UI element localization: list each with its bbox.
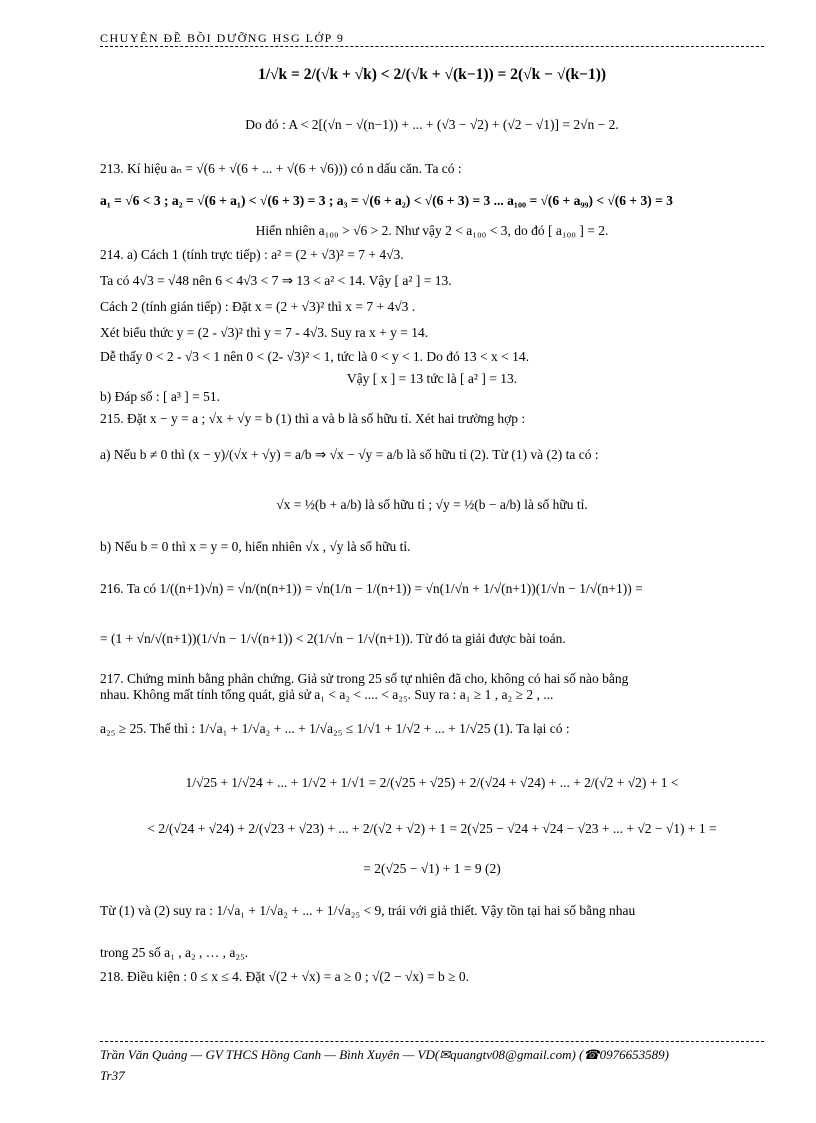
problem-217-line-1: 217. Chứng minh bằng phản chứng. Giả sử trong 25 số tự nhiên đã cho, không có hai số nào bằng xyxy=(100,671,629,686)
problem-213-line: 213. Kí hiệu aₙ = √(6 + √(6 + ... + √(6 + √6))) có n dấu căn. Ta có : xyxy=(100,161,462,176)
problem-217-line-3: a₂₅ ≥ 25. Thế thì : 1/√a₁ + 1/√a₂ + ... + 1/√a₂₅ ≤ 1/√1 + 1/√2 + ... + 1/√25 (1). Ta lại có : xyxy=(100,721,570,736)
header-title: CHUYÊN ĐỀ BỒI DƯỠNG HSG LỚP 9 xyxy=(100,31,345,45)
page-header xyxy=(100,31,764,47)
problem-217-line-8: trong 25 số a₁ , a₂ , … , a₂₅. xyxy=(100,945,249,960)
footer-rule xyxy=(100,1041,764,1042)
problem-214-line-3: Cách 2 (tính gián tiếp) : Đặt x = (2 + √3)² thì x = 7 + 4√3 . xyxy=(100,299,416,314)
problem-214-line-7: b) Đáp số : [ a³ ] = 51. xyxy=(100,389,221,404)
footer-author: Trần Văn Quảng — GV THCS Hồng Canh — Bình Xuyên — VD(✉quangtv08@gmail.com) (☎0976653589) xyxy=(100,1047,669,1062)
problem-215-line-4: b) Nếu b = 0 thì x = y = 0, hiển nhiên √x , √y là số hữu tỉ. xyxy=(100,539,411,554)
problem-217-line-4: 1/√25 + 1/√24 + ... + 1/√2 + 1/√1 = 2/(√25 + √25) + 2/(√24 + √24) + ... + 2/(√2 + √2) + 1 < xyxy=(185,775,679,790)
problem-217-line-7: Từ (1) và (2) suy ra : 1/√a₁ + 1/√a₂ + ... + 1/√a₂₅ < 9, trái với giả thiết. Vậy tồn tại hai số bằng nhau xyxy=(100,903,636,918)
problem-215-line-3: √x = ½(b + a/b) là số hữu tỉ ; √y = ½(b − a/b) là số hữu tỉ. xyxy=(276,497,588,512)
problem-214-line-2: Ta có 4√3 = √48 nên 6 < 4√3 < 7 ⇒ 13 < a² < 14. Vậy [ a² ] = 13. xyxy=(100,273,452,288)
formula-line-1: 1/√k = 2/(√k + √k) < 2/(√k + √(k−1)) = 2(√k − √(k−1)) xyxy=(257,66,607,83)
problem-217-line-2: nhau. Không mất tính tổng quát, giả sử a₁ < a₂ < .... < a₂₅. Suy ra : a₁ ≥ 1 , a₂ ≥ 2 , ... xyxy=(100,687,554,702)
page-number: Tr37 xyxy=(100,1068,125,1083)
problem-214-line-6: Vậy [ x ] = 13 tức là [ a² ] = 13. xyxy=(346,371,518,386)
problem-214-line-4: Xét biểu thức y = (2 - √3)² thì y = 7 - 4√3. Suy ra x + y = 14. xyxy=(100,325,429,340)
text-line-2: Do đó : A < 2[(√n − √(n−1)) + ... + (√3 − √2) + (√2 − √1)] = 2√n − 2. xyxy=(245,117,619,132)
problem-215-line-2: a) Nếu b ≠ 0 thì (x − y)/(√x + √y) = a/b ⇒ √x − √y = a/b là số hữu tỉ (2). Từ (1) và (2) ta có : xyxy=(100,447,599,462)
problem-213-formula: a₁ = √6 < 3 ; a₂ = √(6 + a₁) < √(6 + 3) = 3 ; a₃ = √(6 + a₂) < √(6 + 3) = 3 ... a₁₀₀ = √(6 + a₉₉) < √(6 + 3) = 3 xyxy=(100,193,673,208)
problem-215-line-1: 215. Đặt x − y = a ; √x + √y = b (1) thì a và b là số hữu tỉ. Xét hai trường hợp : xyxy=(100,411,526,426)
problem-216-line-1: 216. Ta có 1/((n+1)√n) = √n/(n(n+1)) = √n(1/n − 1/(n+1)) = √n(1/√n + 1/√(n+1))(1/√n − 1/√(n+1)) = xyxy=(100,581,643,596)
problem-217-line-6: = 2(√25 − √1) + 1 = 9 (2) xyxy=(363,861,501,876)
problem-218-line: 218. Điều kiện : 0 ≤ x ≤ 4. Đặt √(2 + √x) = a ≥ 0 ; √(2 − √x) = b ≥ 0. xyxy=(100,969,470,984)
problem-213-conclusion: Hiển nhiên a₁₀₀ > √6 > 2. Như vậy 2 < a₁₀₀ < 3, do đó [ a₁₀₀ ] = 2. xyxy=(255,223,609,238)
problem-216-line-2: = (1 + √n/√(n+1))(1/√n − 1/√(n+1)) < 2(1/√n − 1/√(n+1)). Từ đó ta giải được bài toán. xyxy=(100,631,566,646)
problem-214-line-5: Dễ thấy 0 < 2 - √3 < 1 nên 0 < (2- √3)² < 1, tức là 0 < y < 1. Do đó 13 < x < 14. xyxy=(100,349,530,364)
problem-214-line-1: 214. a) Cách 1 (tính trực tiếp) : a² = (2 + √3)² = 7 + 4√3. xyxy=(100,247,404,262)
problem-217-line-5: < 2/(√24 + √24) + 2/(√23 + √23) + ... + 2/(√2 + √2) + 1 = 2(√25 − √24 + √24 − √23 + ... + √2 − √1) + 1 = xyxy=(147,821,717,836)
